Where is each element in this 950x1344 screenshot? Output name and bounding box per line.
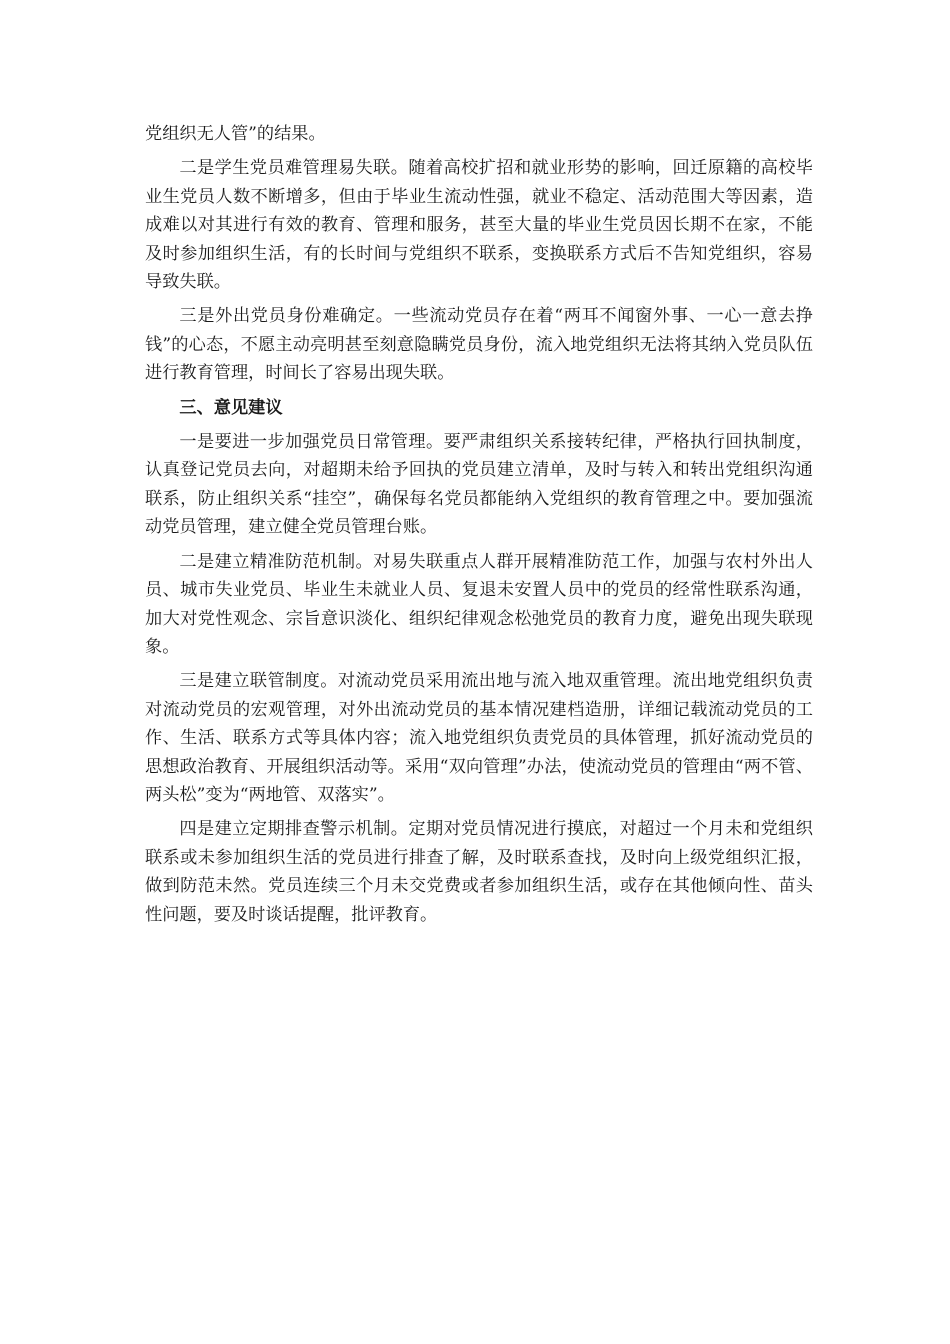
paragraph-outgoing-members: 三是外出党员身份难确定。一些流动党员存在着“两耳不闻窗外事、一心一意去挣钱”的心态，不愿主动亮明甚至刻意隐瞒党员身份，流入地党组织无法将其纳入党员队伍进行教育管理，时间长了容易出现失联。 xyxy=(145,306,813,384)
section-heading-suggestions: 三、意见建议 xyxy=(179,397,283,418)
paragraph-precise-prevention: 二是建立精准防范机制。对易失联重点人群开展精准防范工作，加强与农村外出人员、城市失业党员、毕业生未就业人员、复退未安置人员中的党员的经常性联系沟通，加大对党性观念、宗旨意识淡化、组织纪律观念松弛党员的教育力度，避免出现失联现象。 xyxy=(145,551,813,657)
paragraph-joint-management: 三是建立联管制度。对流动党员采用流出地与流入地双重管理。流出地党组织负责对流动党员的宏观管理，对外出流动党员的基本情况建档造册，详细记载流动党员的工作、生活、联系方式等具体内容；流入地党组织负责党员的具体管理，抓好流动党员的思想政治教育、开展组织活动等。采用“双向管理”办法，使流动党员的管理由“两不管、两头松”变为“两地管、双落实”。 xyxy=(145,671,813,805)
document-body xyxy=(145,120,813,935)
paragraph-periodic-check: 四是建立定期排查警示机制。定期对党员情况进行摸底，对超过一个月未和党组织联系或未参加组织生活的党员进行排查了解，及时联系查找，及时向上级党组织汇报，做到防范未然。党员连续三个月未交党费或者参加组织生活，或存在其他倾向性、苗头性问题，要及时谈话提醒，批评教育。 xyxy=(145,819,813,925)
paragraph-student-members: 二是学生党员难管理易失联。随着高校扩招和就业形势的影响，回迁原籍的高校毕业生党员人数不断增多，但由于毕业生流动性强，就业不稳定、活动范围大等因素，造成难以对其进行有效的教育、管理和服务，甚至大量的毕业生党员因长期不在家，不能及时参加组织生活，有的长时间与党组织不联系，变换联系方式后不告知党组织，容易导致失联。 xyxy=(145,158,813,293)
paragraph-daily-management: 一是要进一步加强党员日常管理。要严肃组织关系接转纪律，严格执行回执制度，认真登记党员去向，对超期未给予回执的党员建立清单，及时与转入和转出党组织沟通联系，防止组织关系“挂空”，确保每名党员都能纳入党组织的教育管理之中。要加强流动党员管理，建立健全党员管理台账。 xyxy=(145,432,813,538)
continuation-paragraph: 党组织无人管”的结果。 xyxy=(145,124,326,144)
